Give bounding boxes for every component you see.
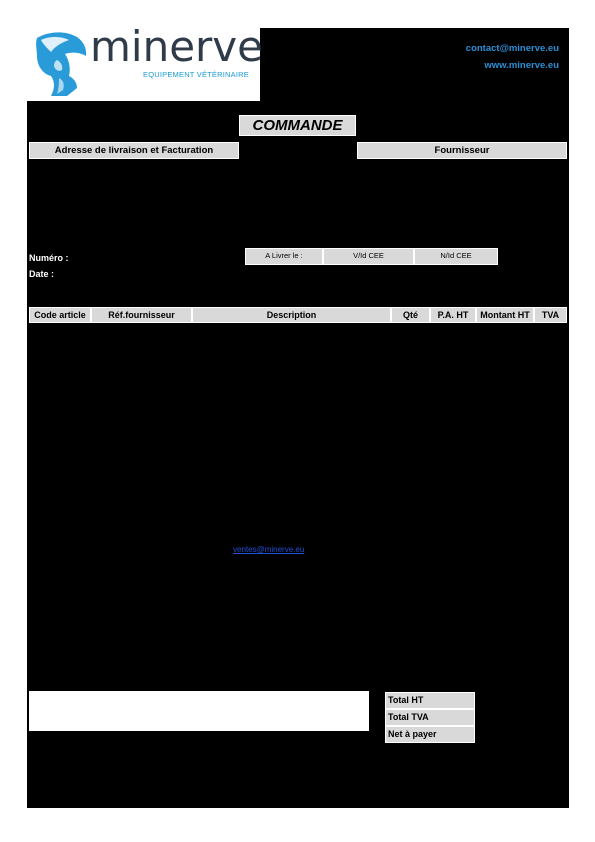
contact-block bbox=[466, 40, 559, 74]
notes-field[interactable] bbox=[29, 691, 369, 731]
logo-wordmark: minerve bbox=[90, 22, 264, 71]
nid-cee-header: N/Id CEE bbox=[414, 248, 498, 265]
website-link[interactable]: www.minerve.eu bbox=[484, 60, 559, 71]
total-ht-label: Total HT bbox=[385, 692, 475, 709]
delivery-address-header: Adresse de livraison et Facturation bbox=[29, 142, 239, 159]
col-amount-ht: Montant HT bbox=[476, 307, 534, 323]
document-title: COMMANDE bbox=[239, 115, 356, 136]
delivery-date-header: A Livrer le : bbox=[245, 248, 323, 265]
col-quantity: Qté bbox=[391, 307, 430, 323]
col-unit-price: P.A. HT bbox=[430, 307, 476, 323]
net-to-pay-label: Net à payer bbox=[385, 726, 475, 743]
total-tva-label: Total TVA bbox=[385, 709, 475, 726]
order-number-label: Numéro : bbox=[27, 250, 85, 266]
col-description: Description bbox=[192, 307, 391, 323]
logo-subtitle: EQUIPEMENT VÉTÉRINAIRE bbox=[143, 70, 249, 79]
sales-email-link[interactable]: ventes@minerve.eu bbox=[233, 545, 305, 554]
company-logo bbox=[27, 22, 264, 101]
supplier-header: Fournisseur bbox=[357, 142, 567, 159]
order-date-label: Date : bbox=[27, 266, 85, 282]
col-code-article: Code article bbox=[29, 307, 91, 323]
col-ref-fournisseur: Réf.fournisseur bbox=[91, 307, 192, 323]
contact-email-link[interactable]: contact@minerve.eu bbox=[465, 43, 559, 54]
minerva-head-icon bbox=[29, 30, 91, 98]
col-tva: TVA bbox=[534, 307, 567, 323]
vid-cee-header: V/Id CEE bbox=[323, 248, 414, 265]
